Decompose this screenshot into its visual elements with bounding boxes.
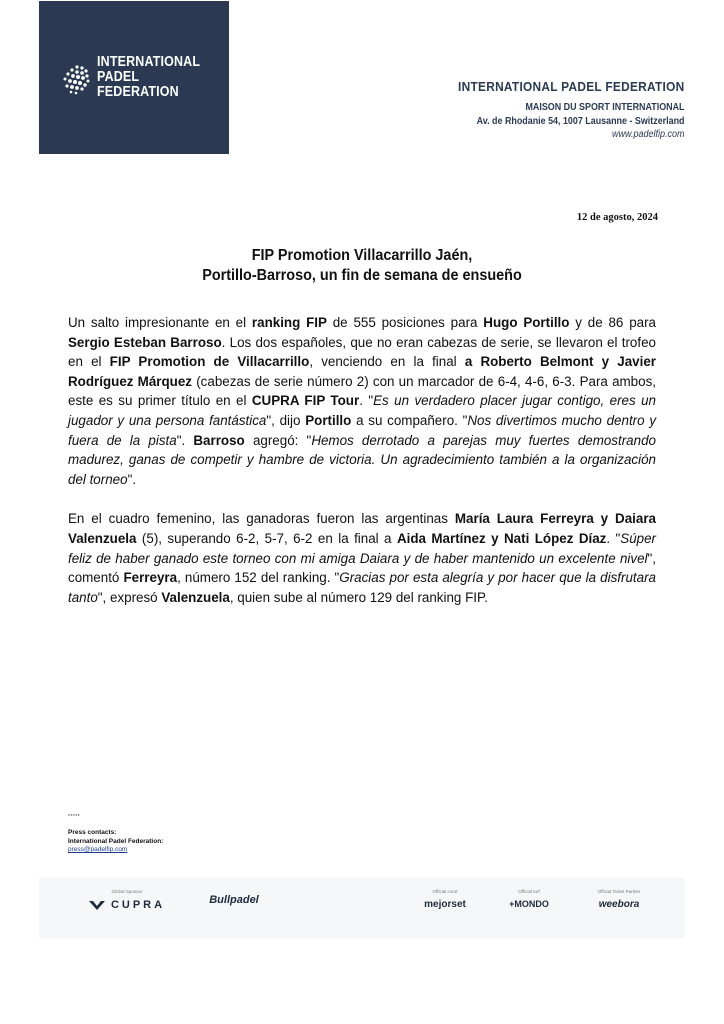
- article-body: [68, 313, 656, 627]
- press-org: International Padel Federation:: [68, 837, 164, 845]
- bold-text: ranking FIP: [251, 315, 327, 330]
- sponsor-weebora[interactable]: [579, 889, 659, 910]
- bold-text: Hugo Portillo: [483, 315, 570, 330]
- bold-text: CUPRA FIP Tour: [251, 393, 360, 409]
- cupra-emblem-icon: [89, 901, 105, 910]
- text-run: En el cuadro femenino, las ganadoras fueron las argentinas: [68, 511, 455, 527]
- text-run: (5), superando 6-2, 5-7, 6-2 en la final a: [136, 530, 397, 546]
- title-line-1: FIP Promotion Villacarrillo Jaén,: [251, 247, 473, 264]
- text-run: a su compañero. ": [351, 412, 468, 428]
- mondo-plus-icon: +: [509, 899, 515, 909]
- mejorset-logo: mejorset: [424, 899, 466, 910]
- cupra-wordmark: CUPRA: [110, 899, 166, 911]
- press-contacts: [68, 829, 163, 855]
- bold-text: María Laura Ferreyra y Daiara Valenzuela: [68, 511, 656, 546]
- text-run: y de 86 para: [569, 315, 656, 330]
- bold-text: FIP Promotion de Villacarrillo: [109, 354, 310, 370]
- mondo-wordmark: MONDO: [514, 899, 549, 909]
- bold-text: Ferreyra: [123, 570, 178, 586]
- sponsor-mondo[interactable]: [499, 889, 559, 909]
- title-line-2: Portillo-Barroso, un fin de semana de ensueño: [202, 267, 522, 284]
- padel-ball-icon: [57, 61, 91, 95]
- paragraph-women: [68, 509, 656, 607]
- text-run: de 555 posiciones para: [326, 315, 484, 330]
- bold-text: Portillo: [305, 412, 352, 428]
- quote-text: Gracias por esta alegría y por hacer que la disfrutara tanto: [68, 570, 656, 605]
- sponsor-caption: Official turf: [518, 889, 540, 894]
- bold-text: Sergio Esteban Barroso: [68, 334, 222, 350]
- text-run: (cabezas de serie número 2) con un marcador de 6-4, 4-6, 6-3. Para ambos, este es su primer título en el: [68, 373, 656, 409]
- sponsor-mejorset[interactable]: [415, 889, 475, 910]
- text-run: . Los dos españoles, que no eran cabezas de serie, se llevaron el trofeo en el: [68, 334, 656, 370]
- text-run: , venciendo en la final: [309, 354, 465, 370]
- quote-text: Es un verdadero placer jugar contigo, eres un jugador y una persona fantástica: [68, 393, 656, 428]
- quote-text: Hemos derrotado a parejas muy fuertes demostrando madurez, ganas de competir y hambre de victoria. Un agradecimiento también a la organización del torneo: [68, 432, 656, 487]
- press-contacts-label: Press contacts:: [68, 829, 117, 836]
- press-email-link[interactable]: press@padelfip.com: [68, 846, 128, 853]
- sponsor-bullpadel[interactable]: [189, 889, 279, 906]
- mondo-logo: [499, 899, 559, 909]
- sponsor-caption: Official Ticket Partner: [597, 889, 641, 894]
- logo-wordmark: [97, 55, 200, 100]
- quote-text: Súper feliz de haber ganado este torneo con mi amiga Daiara y de haber mantenido un excelente nivel: [68, 530, 656, 566]
- text-run: , quien sube al número 129 del ranking FIP.: [229, 589, 488, 605]
- press-release-title: [25, 246, 698, 286]
- address-line-2: Av. de Rhodanie 54, 1007 Lausanne - Switzerland: [476, 115, 684, 127]
- website-link[interactable]: www.padelfip.com: [611, 129, 684, 140]
- sponsor-caption: Global Sponsor: [111, 889, 143, 894]
- text-run: Un salto impresionante en el: [68, 315, 252, 330]
- address-line-1: MAISON DU SPORT INTERNATIONAL: [524, 101, 684, 113]
- logo-line-2: PADEL: [97, 69, 140, 85]
- document-date: 12 de agosto, 2024: [576, 212, 658, 223]
- end-mark: *****: [68, 814, 81, 820]
- bold-text: Aida Martínez y Nati López Díaz: [396, 530, 607, 546]
- sponsor-strip: [39, 878, 685, 938]
- weebora-logo: weebora: [598, 899, 640, 910]
- text-run: ".: [127, 471, 137, 487]
- text-run: ".: [176, 432, 194, 448]
- quote-text: Nos divertimos mucho dentro y fuera de la pista: [68, 412, 657, 448]
- text-run: ", dijo: [266, 412, 306, 428]
- letterhead-address: [440, 80, 685, 142]
- org-name: INTERNATIONAL PADEL FEDERATION: [457, 80, 684, 94]
- text-run: ", comentó: [68, 550, 656, 586]
- bold-text: Barroso: [193, 432, 245, 448]
- fip-logo: [39, 1, 229, 154]
- logo-line-1: INTERNATIONAL: [97, 54, 201, 70]
- logo-line-3: FEDERATION: [97, 84, 179, 100]
- text-run: . ": [606, 530, 621, 546]
- sponsor-caption: Official court: [432, 889, 458, 894]
- sponsor-cupra[interactable]: [67, 889, 187, 911]
- text-run: . ": [359, 393, 374, 409]
- text-run: , número 152 del ranking. ": [177, 570, 340, 586]
- bullpadel-logo: Bullpadel: [209, 894, 259, 906]
- paragraph-men: [68, 313, 656, 489]
- bold-text: Valenzuela: [161, 589, 230, 605]
- text-run: ", expresó: [97, 589, 162, 605]
- cupra-logo: [67, 899, 187, 911]
- text-run: agregó: ": [244, 432, 312, 448]
- bold-text: a Roberto Belmont y Javier Rodríguez Márquez: [68, 354, 657, 389]
